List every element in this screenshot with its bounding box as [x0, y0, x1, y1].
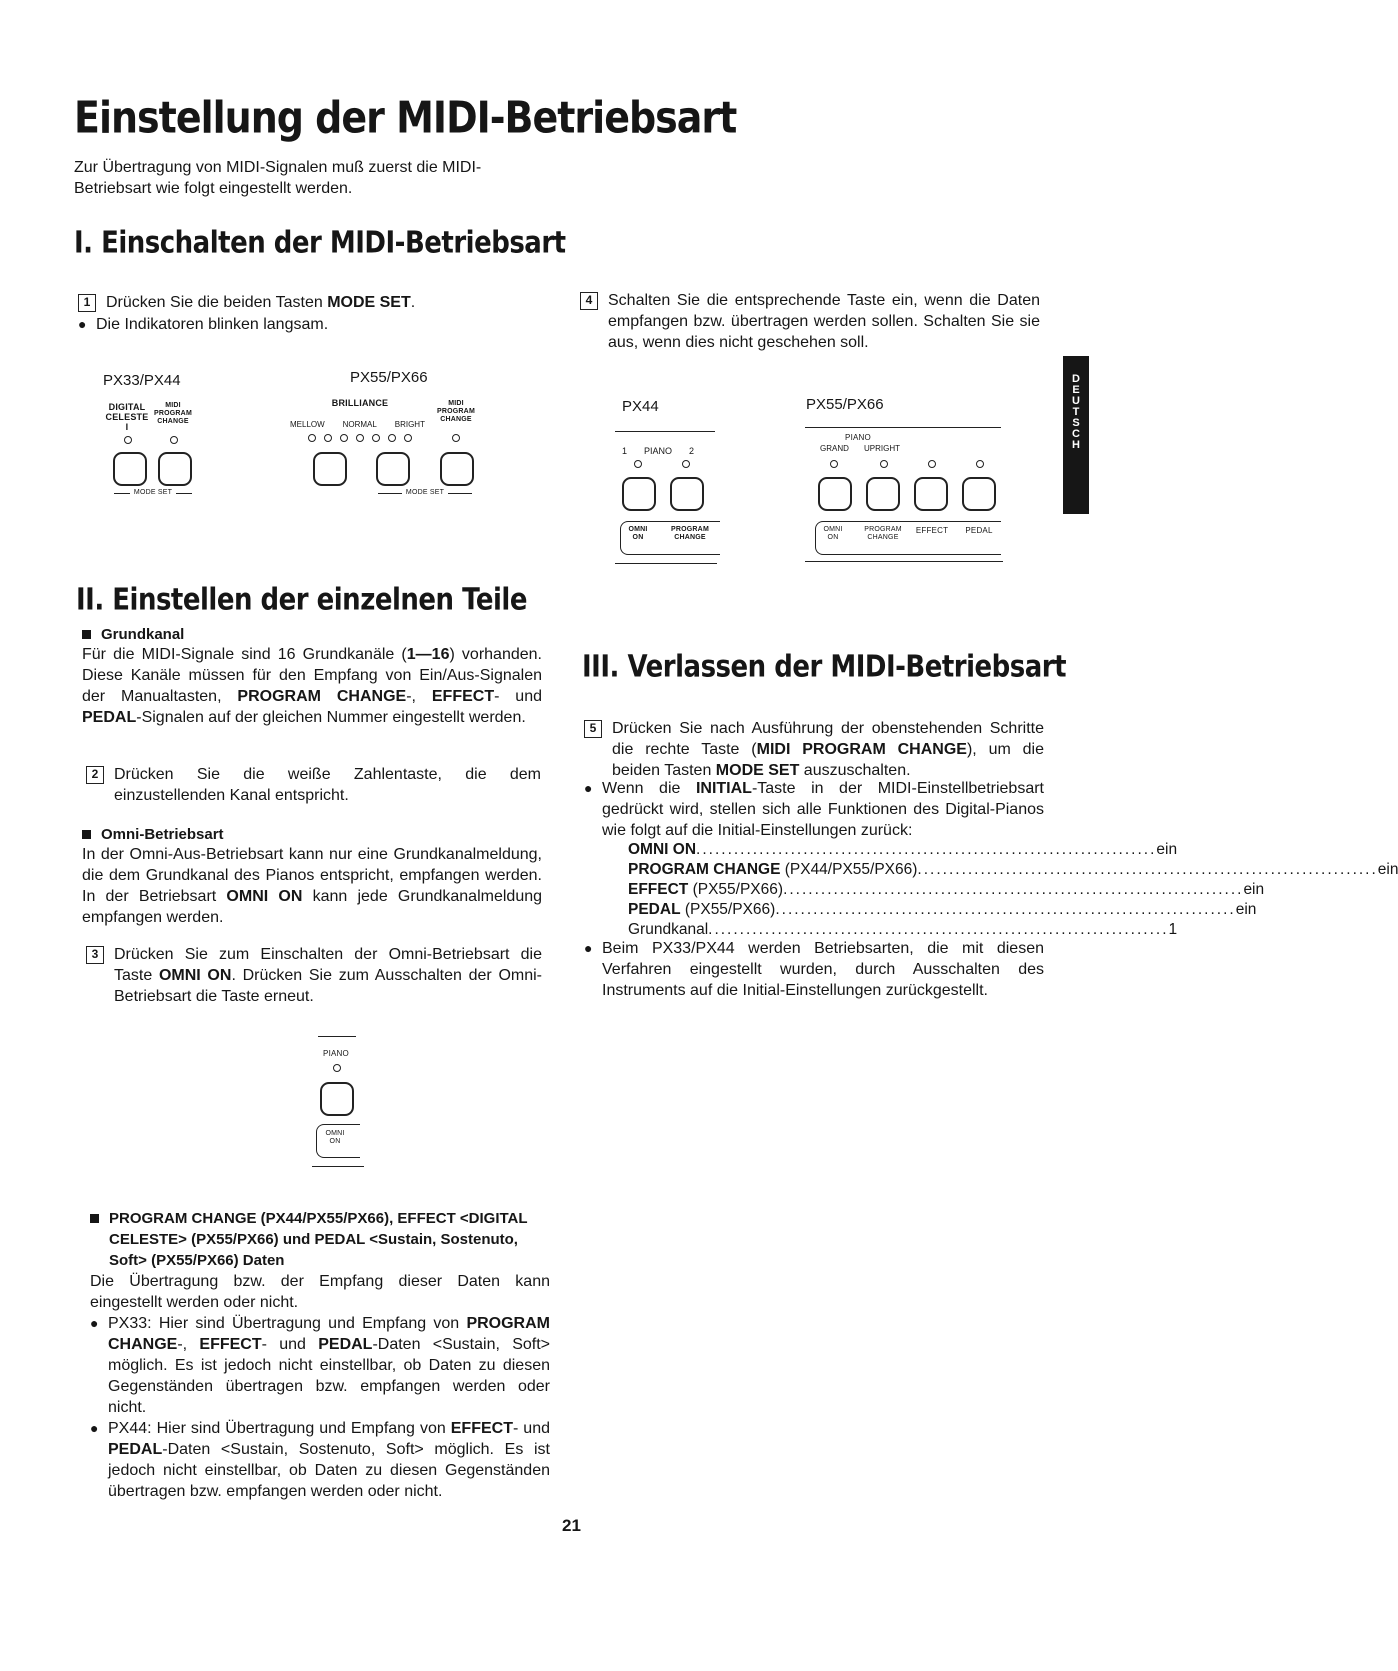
divider	[318, 1036, 356, 1037]
model-label: PX55/PX66	[806, 396, 884, 413]
page-number: 21	[562, 1516, 581, 1535]
step-4	[580, 290, 1040, 353]
section-3-heading: III. Verlassen der MIDI-Betriebsart	[582, 650, 1067, 685]
bullet-text: Die Indikatoren blinken langsam.	[96, 316, 329, 333]
step-5	[584, 718, 1044, 781]
piano-select-label: 1 PIANO 2	[622, 446, 694, 456]
piano-label: PIANO	[845, 433, 871, 442]
divider	[615, 563, 717, 564]
brilliance-label: BRILLIANCE	[331, 398, 389, 408]
effect-label: EFFECT	[915, 526, 949, 535]
omni-on-label: OMNI ON	[325, 1130, 345, 1145]
pedal-key[interactable]	[962, 477, 996, 511]
setting-row: OMNI ON ......................................................................... ein	[628, 841, 1178, 858]
indicator-led	[830, 460, 838, 468]
step-number: 3	[86, 946, 104, 964]
divider	[805, 427, 1001, 428]
step-1: 1 Drücken Sie die beiden Tasten MODE SET. ● Die Indikatoren blinken langsam.	[78, 294, 416, 333]
mode-set-key[interactable]	[440, 452, 474, 486]
initial-settings-list	[628, 840, 1398, 940]
step-number: 1	[78, 294, 96, 312]
effect-key[interactable]	[914, 477, 948, 511]
px33-reset-bullet: ● Beim PX33/PX44 werden Betriebsarten, die mit diesen Verfahren eingestellt wurden, durch Ausschalten des Instruments auf die Initial-Einstellungen zurückgestellt.	[584, 940, 1044, 999]
px33-bullet: ● PX33: Hier sind Übertragung und Empfang von PROGRAM CHANGE-, EFFECT- und PEDAL-Daten <Sustain, Soft> möglich. Es ist jedoch nicht einstellbar, ob Daten zu diesen Gegenständen übertragen bzw. empfangen werden oder nicht.	[90, 1315, 551, 1416]
brilliance-key[interactable]	[376, 452, 410, 486]
indicator-led	[124, 436, 132, 444]
piano-label: PIANO	[323, 1049, 349, 1058]
omni-on-label: OMNI ON	[823, 526, 843, 541]
section-2-heading: II. Einstellen der einzelnen Teile	[76, 583, 527, 618]
program-change-key[interactable]	[670, 477, 704, 511]
midi-program-change-label: MIDI PROGRAM CHANGE	[437, 400, 475, 423]
subheading: Grundkanal	[82, 626, 542, 643]
step-3	[86, 944, 542, 1007]
setting-row: PEDAL (PX55/PX66) ......................................................................... ein	[628, 901, 1257, 918]
indicator-led	[928, 460, 936, 468]
step-text: Drücken Sie die beiden Tasten MODE SET.	[106, 294, 416, 311]
intro-text: Zur Übertragung von MIDI-Signalen muß zuerst die MIDI-Betriebsart wie folgt eingestellt werden.	[74, 159, 482, 197]
omni-block	[82, 826, 542, 928]
step-number: 4	[580, 292, 598, 310]
indicator-led	[976, 460, 984, 468]
model-label: PX33/PX44	[103, 372, 181, 389]
program-change-label: PROGRAM CHANGE	[671, 526, 709, 541]
mode-set-bracket: MODE SET	[378, 488, 472, 498]
omni-on-key[interactable]	[818, 477, 852, 511]
section-1-heading: I. Einschalten der MIDI-Betriebsart	[74, 226, 566, 261]
px44-bullet: ● PX44: Hier sind Übertragung und Empfang von EFFECT- und PEDAL-Daten <Sustain, Sostenuto, Soft> möglich. Es ist jedoch nicht einstellbar, ob Daten zu diesen Gegenständen übertragen bzw. empfangen werden oder nicht.	[90, 1420, 550, 1500]
indicator-led	[452, 434, 460, 442]
indicator-led	[170, 436, 178, 444]
divider	[805, 561, 1003, 562]
setting-row: PROGRAM CHANGE (PX44/PX55/PX66) ......................................................................... ein	[628, 861, 1398, 878]
indicator-led	[634, 460, 642, 468]
indicator-led	[333, 1064, 341, 1072]
step-number: 2	[86, 766, 104, 784]
indicator-led	[682, 460, 690, 468]
mode-set-key[interactable]	[158, 452, 192, 486]
indicator-led	[880, 460, 888, 468]
program-change-block	[90, 1208, 550, 1502]
grundkanal-block	[82, 626, 542, 728]
step-text: Drücken Sie zum Einschalten der Omni-Betriebsart die Taste OMNI ON. Drücken Sie zum Ausschalten der Omni-Betriebsart die Taste erneut.	[114, 946, 543, 1005]
model-label: PX44	[622, 398, 659, 415]
divider	[312, 1166, 364, 1167]
page-title: Einstellung der MIDI-Betriebsart	[74, 92, 737, 143]
program-change-key[interactable]	[866, 477, 900, 511]
pedal-label: PEDAL	[965, 526, 993, 535]
midi-program-change-label: MIDI PROGRAM CHANGE	[154, 402, 192, 425]
omni-text: In der Omni-Aus-Betriebsart kann nur eine Grundkanalmeldung, die dem Grundkanal des Pianos entspricht, empfangen werden. In der Betriebsart OMNI ON kann jede Grundkanalmeldung empfangen werden.	[82, 846, 543, 926]
setting-row: EFFECT (PX55/PX66) ......................................................................... ein	[628, 881, 1265, 898]
program-intro: Die Übertragung bzw. der Empfang dieser Daten kann eingestellt werden oder nicht.	[90, 1273, 550, 1311]
omni-on-key[interactable]	[622, 477, 656, 511]
step-number: 5	[584, 720, 602, 738]
subheading: Omni-Betriebsart	[82, 826, 542, 843]
digital-celeste-label: DIGITAL CELESTE I	[105, 402, 149, 432]
mode-set-bracket: MODE SET	[114, 488, 192, 498]
model-label: PX55/PX66	[350, 369, 428, 386]
step-text: Schalten Sie die entsprechende Taste ein, wenn die Daten empfangen bzw. übertragen werden sollen. Schalten Sie sie aus, wenn dies nicht geschehen soll.	[608, 292, 1040, 351]
divider	[615, 431, 715, 432]
brilliance-leds	[308, 434, 412, 442]
step-text: Drücken Sie die weiße Zahlentaste, die dem einzustellenden Kanal entspricht.	[114, 766, 541, 804]
grundkanal-text: Für die MIDI-Signale sind 16 Grundkanäle (1—16) vorhanden. Diese Kanäle müssen für den Empfang von Ein/Aus-Signalen der Manualtasten, PROGRAM CHANGE-, EFFECT- und PEDAL-Signalen auf der gleichen Nummer eingestellt werden.	[82, 646, 543, 726]
piano-type-labels: GRAND UPRIGHT	[820, 444, 900, 453]
initial-bullet: ● Wenn die INITIAL-Taste in der MIDI-Einstellbetriebsart gedrückt wird, stellen sich alle Funktionen des Digital-Pianos wie folgt auf die Initial-Einstellungen zurück:	[584, 780, 1045, 839]
language-side-tab: D E U T S C H	[1063, 356, 1089, 514]
subheading: PROGRAM CHANGE (PX44/PX55/PX66), EFFECT <DIGITAL CELESTE> (PX55/PX66) und PEDAL <Sustain, Sostenuto, Soft> (PX55/PX66) Daten	[90, 1208, 550, 1271]
program-change-label: PROGRAM CHANGE	[864, 526, 902, 541]
mode-set-key[interactable]	[113, 452, 147, 486]
omni-on-label: OMNI ON	[628, 526, 648, 541]
setting-row: Grundkanal ......................................................................... 1	[628, 921, 1178, 938]
brilliance-key[interactable]	[313, 452, 347, 486]
brilliance-scale: MELLOW NORMAL BRIGHT	[290, 420, 425, 429]
step-text: Drücken Sie nach Ausführung der obenstehenden Schritte die rechte Taste (MIDI PROGRAM CHANGE), um die beiden Tasten MODE SET auszuschalten.	[612, 720, 1044, 779]
omni-on-key[interactable]	[320, 1082, 354, 1116]
step-2	[86, 764, 541, 806]
